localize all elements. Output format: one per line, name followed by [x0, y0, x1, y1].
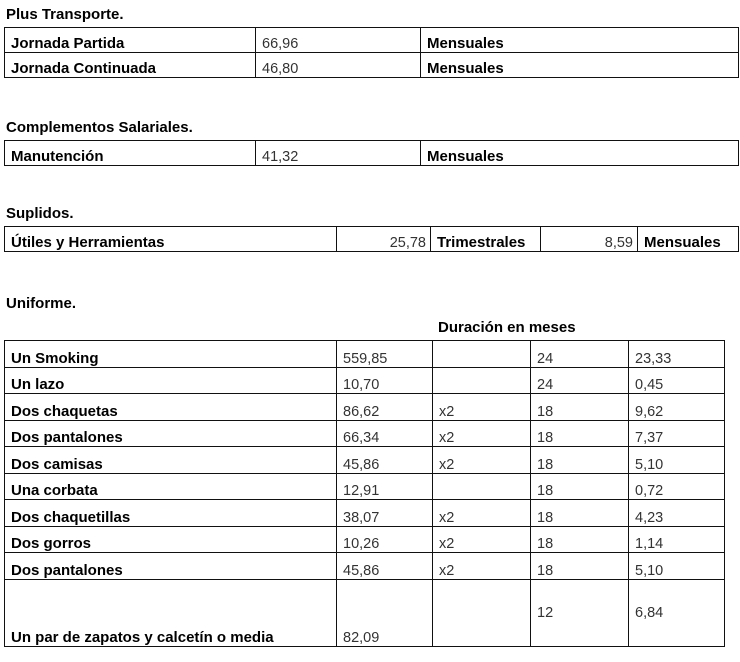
item-quantity: x2: [433, 553, 531, 580]
item-quantity: x2: [433, 394, 531, 421]
item-months: 18: [531, 394, 629, 421]
item-quantity: x2: [433, 447, 531, 474]
item-monthly: 5,10: [629, 447, 725, 474]
item-price: 45,86: [337, 553, 433, 580]
item-months: 18: [531, 526, 629, 553]
item-label: Dos pantalones: [5, 553, 337, 580]
row-period: Trimestrales: [431, 227, 541, 252]
table-row: [5, 447, 725, 474]
item-label: Un lazo: [5, 367, 337, 394]
row-label: Jornada Partida: [5, 28, 256, 53]
item-monthly: 0,45: [629, 367, 725, 394]
table-row: [5, 553, 725, 580]
item-price: 559,85: [337, 341, 433, 368]
item-price: 82,09: [337, 579, 433, 646]
row-value: 41,32: [256, 141, 421, 166]
complementos-table: [4, 140, 739, 166]
section-title-complementos: Complementos Salariales.: [6, 119, 193, 136]
item-label: Un Smoking: [5, 341, 337, 368]
plus-transporte-table: [4, 27, 739, 78]
item-months: 12: [531, 579, 629, 646]
uniforme-table: [4, 340, 725, 647]
row-period-2: Mensuales: [638, 227, 739, 252]
item-monthly: 0,72: [629, 473, 725, 500]
row-period: Mensuales: [421, 53, 739, 78]
row-value: 66,96: [256, 28, 421, 53]
item-months: 24: [531, 341, 629, 368]
row-period: Mensuales: [421, 28, 739, 53]
section-title-suplidos: Suplidos.: [6, 205, 74, 222]
table-row: [5, 526, 725, 553]
table-row: [5, 28, 739, 53]
table-row: [5, 473, 725, 500]
item-label: Dos camisas: [5, 447, 337, 474]
item-quantity: [433, 341, 531, 368]
item-quantity: [433, 579, 531, 646]
table-row: [5, 579, 725, 646]
item-price: 10,70: [337, 367, 433, 394]
item-monthly: 1,14: [629, 526, 725, 553]
item-months: 18: [531, 500, 629, 527]
item-price: 38,07: [337, 500, 433, 527]
table-row: [5, 394, 725, 421]
item-monthly: 23,33: [629, 341, 725, 368]
item-label: Un par de zapatos y calcetín o media: [5, 579, 337, 646]
row-label: Útiles y Herramientas: [5, 227, 337, 252]
row-value: 46,80: [256, 53, 421, 78]
item-quantity: x2: [433, 526, 531, 553]
item-label: Dos pantalones: [5, 420, 337, 447]
table-row: [5, 420, 725, 447]
item-monthly: 6,84: [629, 579, 725, 646]
item-months: 18: [531, 447, 629, 474]
section-title-plus-transporte: Plus Transporte.: [6, 6, 124, 23]
item-monthly: 4,23: [629, 500, 725, 527]
item-quantity: x2: [433, 500, 531, 527]
duration-header: Duración en meses: [438, 319, 576, 336]
table-row: [5, 141, 739, 166]
item-quantity: x2: [433, 420, 531, 447]
table-row: [5, 53, 739, 78]
row-value: 25,78: [337, 227, 431, 252]
suplidos-table: [4, 226, 739, 252]
item-price: 66,34: [337, 420, 433, 447]
item-label: Una corbata: [5, 473, 337, 500]
table-row: [5, 500, 725, 527]
table-row: [5, 341, 725, 368]
table-row: [5, 367, 725, 394]
item-months: 24: [531, 367, 629, 394]
item-monthly: 7,37: [629, 420, 725, 447]
item-price: 86,62: [337, 394, 433, 421]
item-price: 45,86: [337, 447, 433, 474]
item-months: 18: [531, 553, 629, 580]
item-months: 18: [531, 473, 629, 500]
item-quantity: [433, 473, 531, 500]
row-label: Jornada Continuada: [5, 53, 256, 78]
table-row: [5, 227, 739, 252]
section-title-uniforme: Uniforme.: [6, 295, 77, 312]
item-monthly: 5,10: [629, 553, 725, 580]
item-price: 10,26: [337, 526, 433, 553]
item-quantity: [433, 367, 531, 394]
row-label: Manutención: [5, 141, 256, 166]
row-period: Mensuales: [421, 141, 739, 166]
item-months: 18: [531, 420, 629, 447]
item-price: 12,91: [337, 473, 433, 500]
item-label: Dos chaquetillas: [5, 500, 337, 527]
item-monthly: 9,62: [629, 394, 725, 421]
item-label: Dos chaquetas: [5, 394, 337, 421]
item-label: Dos gorros: [5, 526, 337, 553]
row-value-2: 8,59: [541, 227, 638, 252]
